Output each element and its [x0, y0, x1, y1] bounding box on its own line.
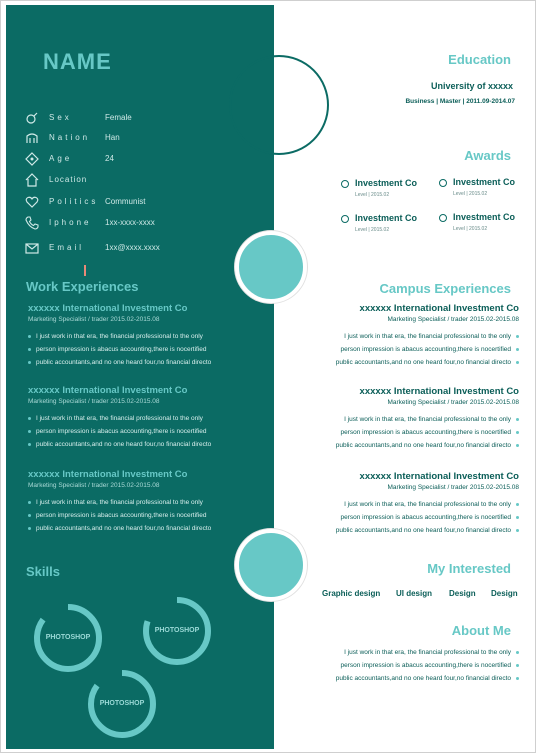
- interests-list: [317, 589, 523, 603]
- job-company: xxxxxx International Investment Co: [359, 386, 519, 397]
- info-value: Female: [105, 113, 132, 122]
- education-school: University of xxxxx: [430, 81, 513, 91]
- campus-job: [279, 303, 519, 372]
- job-bullet: public accountants,and no one heard four,no financial directo: [28, 359, 266, 366]
- job-title: Marketing Specialist / trader 2015.02-2015.08: [387, 316, 519, 323]
- job-bullet: public accountants,and no one heard four,no financial directo: [279, 527, 519, 534]
- info-label: Nation: [49, 133, 91, 142]
- education-heading: Education: [448, 52, 511, 67]
- interest-item: UI design: [396, 589, 433, 598]
- info-value: Han: [105, 133, 120, 142]
- education-meta: Business | Master | 2011.09-2014.07: [405, 98, 515, 105]
- job-bullet: I just work in that era, the financial professional to the only: [28, 499, 266, 506]
- award-item: [341, 212, 437, 238]
- accent-marker: [84, 265, 86, 276]
- award-dot-icon: [341, 180, 349, 188]
- info-label: Email: [49, 243, 85, 252]
- award-name: Investment Co: [453, 212, 516, 222]
- job-title: Marketing Specialist / trader 2015.02-2015.08: [28, 482, 160, 489]
- job-bullet: I just work in that era, the financial professional to the only: [279, 501, 519, 508]
- mail-icon: [25, 241, 39, 255]
- info-row-email: [25, 241, 265, 257]
- job-bullet: I just work in that era, the financial professional to the only: [279, 333, 519, 340]
- award-name: Investment Co: [355, 178, 418, 188]
- gender-icon: [25, 111, 39, 125]
- award-dot-icon: [341, 215, 349, 223]
- interest-item: Design: [491, 589, 518, 598]
- skill-ring: [31, 601, 105, 675]
- phone-icon: [25, 216, 39, 230]
- award-dot-icon: [439, 179, 447, 187]
- info-label: Sex: [49, 113, 72, 122]
- about-line: person impression is abacus accounting,there is nocertified: [279, 662, 519, 669]
- about-line: public accountants,and no one heard four,no financial directo: [279, 675, 519, 682]
- campus-job: [279, 471, 519, 540]
- campus-job: [279, 386, 519, 455]
- skills-heading: Skills: [26, 564, 60, 579]
- info-label: Location: [49, 175, 88, 184]
- job-title: Marketing Specialist / trader 2015.02-2015.08: [387, 484, 519, 491]
- info-value: 1xx@xxxx.xxxx: [105, 243, 160, 252]
- award-level: Level | 2015.02: [453, 191, 488, 197]
- info-label: Politics: [49, 197, 99, 206]
- job-bullet: person impression is abacus accounting,there is nocertified: [279, 429, 519, 436]
- skill-ring: [85, 667, 159, 741]
- job-company: xxxxxx International Investment Co: [28, 303, 188, 314]
- job-bullet: person impression is abacus accounting,there is nocertified: [28, 428, 266, 435]
- skill-label: PHOTOSHOP: [45, 634, 91, 641]
- info-row-politics: [25, 195, 265, 211]
- job-bullet: I just work in that era, the financial professional to the only: [28, 333, 266, 340]
- job-bullet: person impression is abacus accounting,there is nocertified: [28, 346, 266, 353]
- info-row-age: [25, 152, 265, 168]
- nation-icon: [25, 131, 39, 145]
- job-company: xxxxxx International Investment Co: [359, 471, 519, 482]
- award-name: Investment Co: [453, 177, 516, 187]
- job-title: Marketing Specialist / trader 2015.02-2015.08: [387, 399, 519, 406]
- info-value: 1xx-xxxx-xxxx: [105, 218, 155, 227]
- work-job: [28, 385, 266, 454]
- job-bullet: person impression is abacus accounting,there is nocertified: [279, 346, 519, 353]
- about-line: I just work in that era, the financial professional to the only: [279, 649, 519, 656]
- job-company: xxxxxx International Investment Co: [28, 469, 188, 480]
- award-item: [341, 177, 437, 203]
- job-company: xxxxxx International Investment Co: [28, 385, 188, 396]
- about-heading: About Me: [451, 623, 511, 638]
- award-level: Level | 2015.02: [355, 192, 390, 198]
- home-icon: [25, 173, 39, 187]
- job-title: Marketing Specialist / trader 2015.02-2015.08: [28, 398, 160, 405]
- about-text: [279, 649, 519, 688]
- job-bullet: I just work in that era, the financial professional to the only: [279, 416, 519, 423]
- job-bullet: public accountants,and no one heard four,no financial directo: [279, 442, 519, 449]
- candidate-name: NAME: [43, 49, 112, 74]
- job-bullet: I just work in that era, the financial professional to the only: [28, 415, 266, 422]
- award-item: [439, 176, 535, 202]
- award-level: Level | 2015.02: [453, 226, 488, 232]
- interests-heading: My Interested: [427, 561, 511, 576]
- info-value: Communist: [105, 197, 146, 206]
- info-value: 24: [105, 154, 114, 163]
- info-row-location: [25, 173, 265, 189]
- work-job: [28, 469, 266, 538]
- work-heading: Work Experiences: [26, 279, 139, 294]
- skill-label: PHOTOSHOP: [154, 627, 200, 634]
- interest-item: Design: [449, 589, 476, 598]
- job-bullet: person impression is abacus accounting,there is nocertified: [279, 514, 519, 521]
- work-job: [28, 303, 266, 372]
- age-icon: [25, 152, 39, 166]
- awards-heading: Awards: [464, 148, 511, 163]
- award-dot-icon: [439, 214, 447, 222]
- decorative-outline-circle: [229, 55, 329, 155]
- info-label: Iphone: [49, 218, 92, 227]
- heart-icon: [25, 195, 39, 209]
- skill-label: PHOTOSHOP: [99, 700, 145, 707]
- job-bullet: person impression is abacus accounting,there is nocertified: [28, 512, 266, 519]
- job-bullet: public accountants,and no one heard four,no financial directo: [28, 525, 266, 532]
- campus-heading: Campus Experiences: [379, 281, 511, 296]
- decorative-bubble: [235, 231, 307, 303]
- award-level: Level | 2015.02: [355, 227, 390, 233]
- info-label: Age: [49, 154, 73, 163]
- job-company: xxxxxx International Investment Co: [359, 303, 519, 314]
- award-name: Investment Co: [355, 213, 418, 223]
- info-row-phone: [25, 216, 265, 232]
- job-bullet: public accountants,and no one heard four,no financial directo: [28, 441, 266, 448]
- interest-item: Graphic design: [322, 589, 381, 598]
- skill-ring: [140, 594, 214, 668]
- award-item: [439, 211, 535, 237]
- job-title: Marketing Specialist / trader 2015.02-2015.08: [28, 316, 160, 323]
- job-bullet: public accountants,and no one heard four,no financial directo: [279, 359, 519, 366]
- info-row-nation: [25, 131, 265, 147]
